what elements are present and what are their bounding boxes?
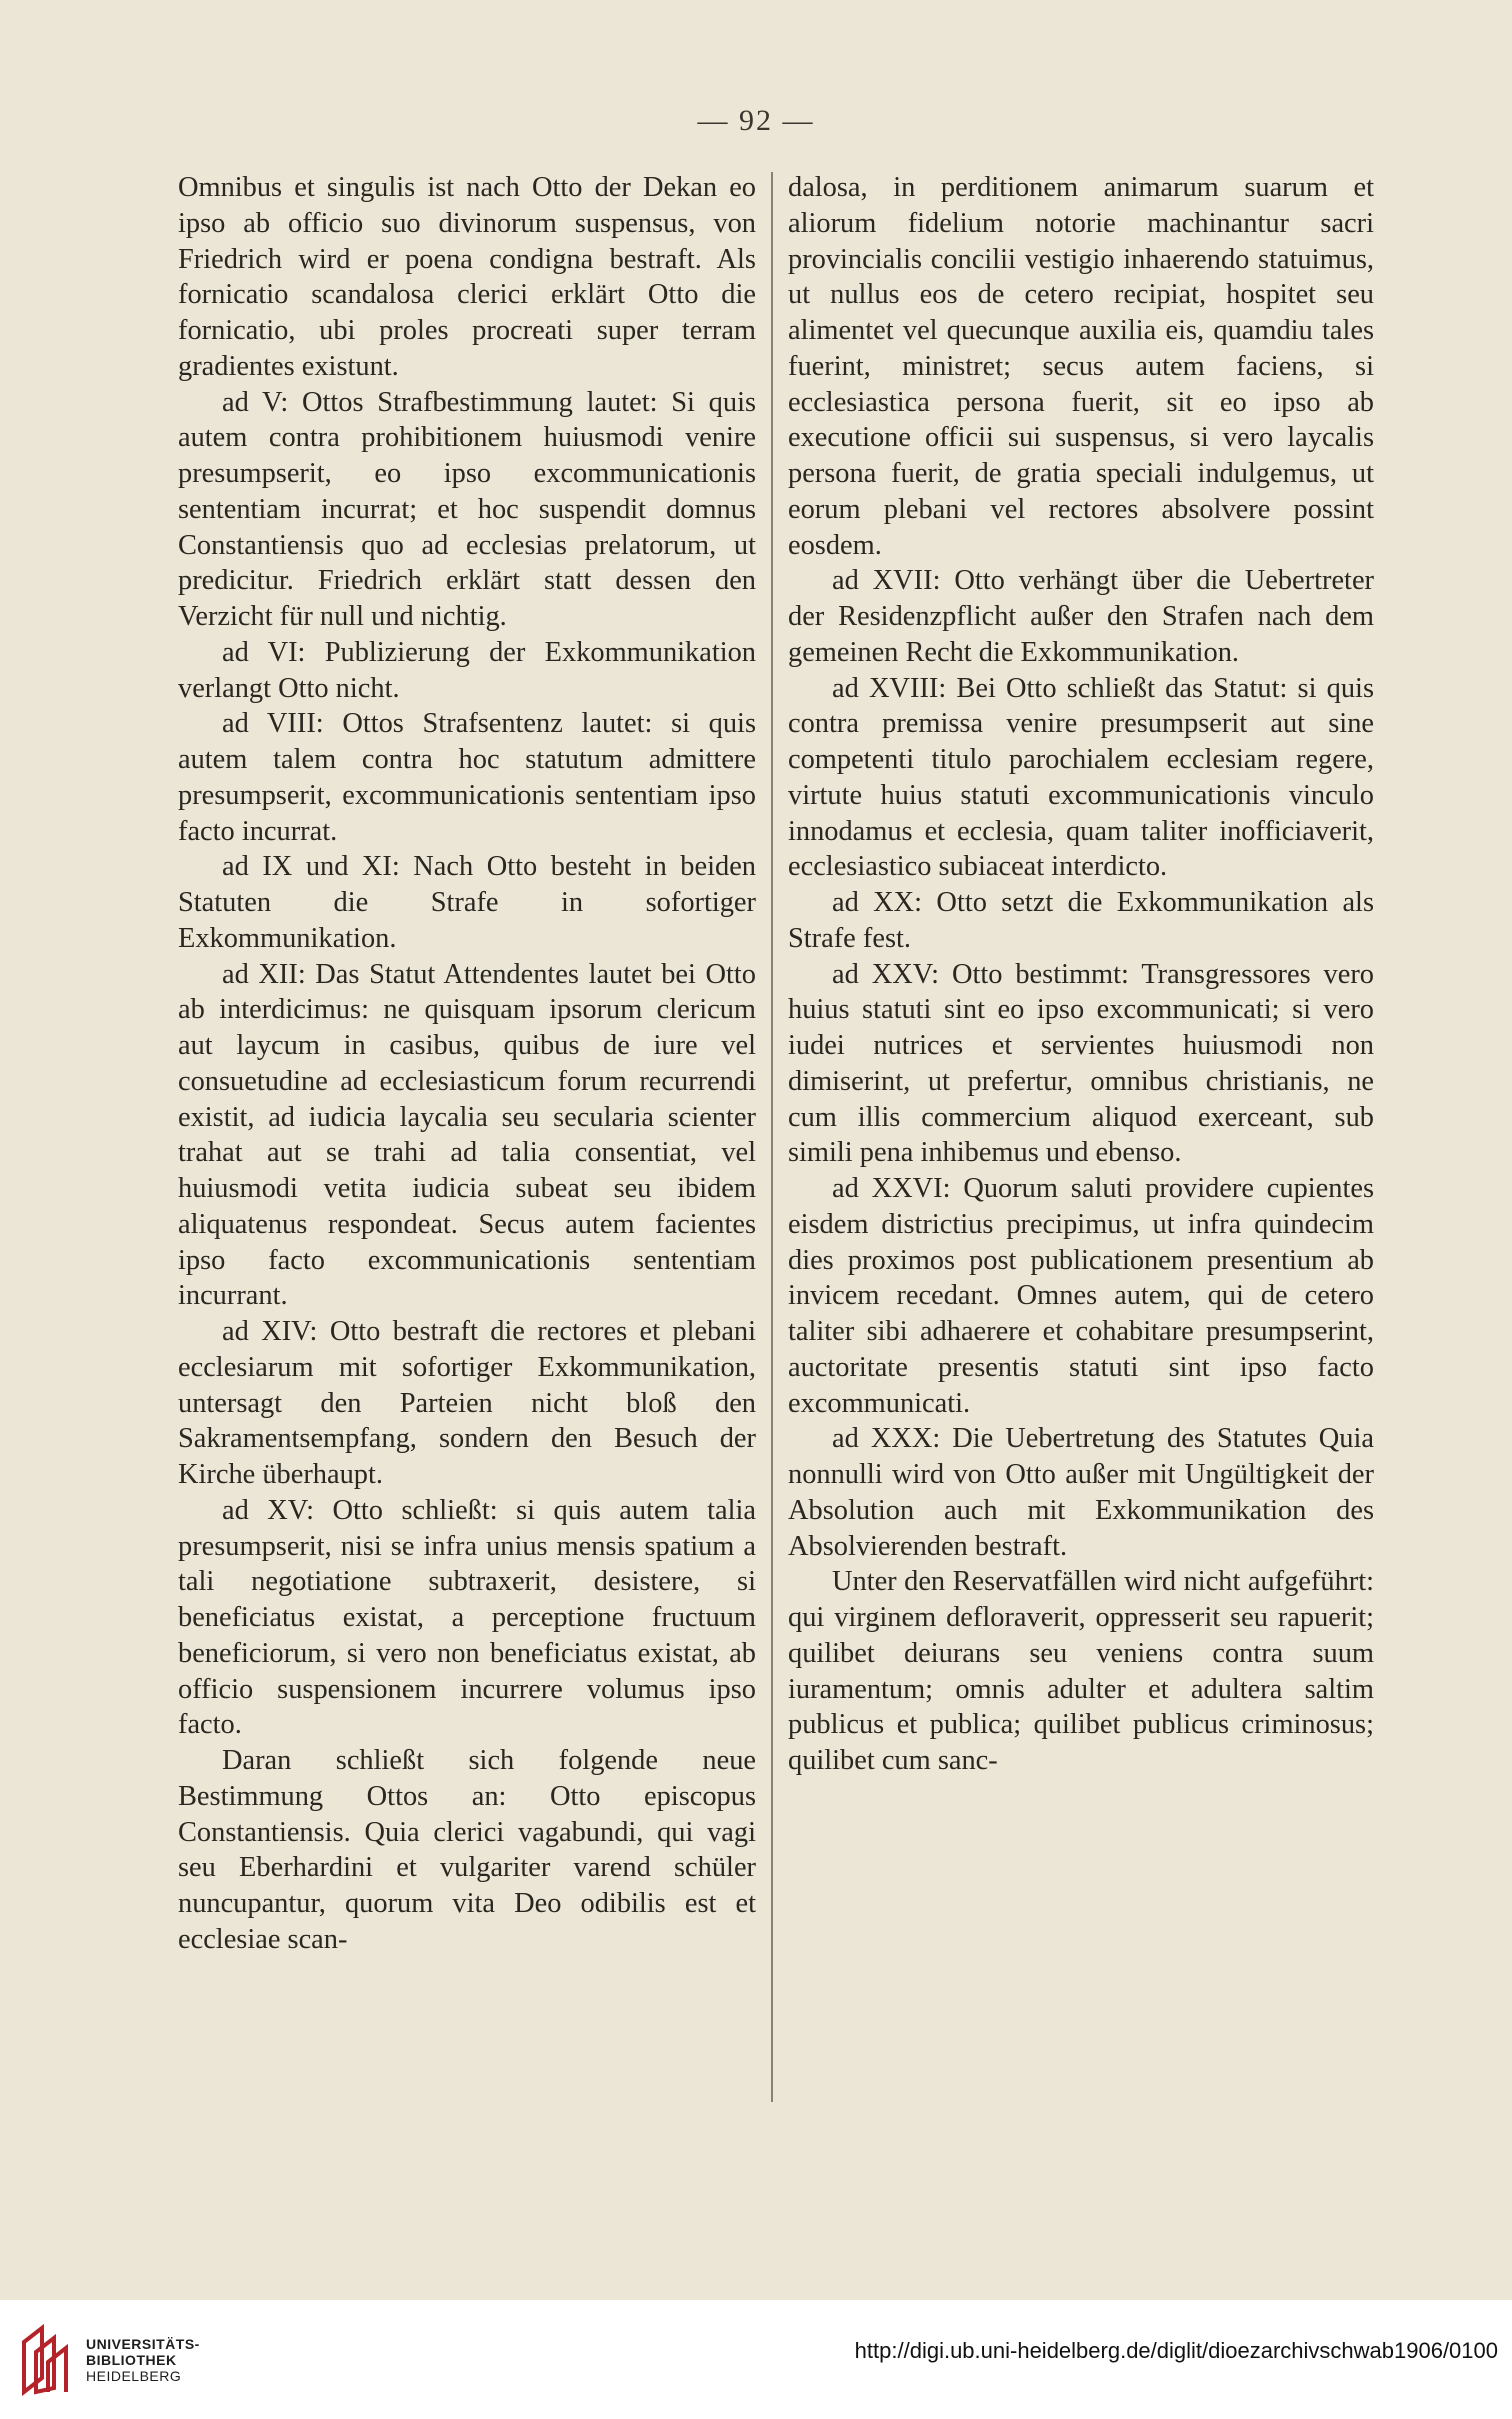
source-url-link[interactable]: http://digi.ub.uni-heidelberg.de/diglit/dioezarchivschwab1906/0100 — [854, 2338, 1498, 2363]
paragraph: Omnibus et singulis ist nach Otto der Dekan eo ipso ab officio suo divinorum suspensus, von Friedrich wird er poena condigna bestraft. Als fornicatio scandalosa clerici erklärt Otto die fornicatio, ubi proles procreati super terram gradientes existunt. — [178, 172, 756, 382]
column-divider — [771, 172, 773, 2102]
paragraph: ad XXV: Otto bestimmt: Transgressores vero huius statuti sint eo ipso excommunicati; si vero iudei nutrices et servientes huiusmodi non dimiserint, ut prefertur, omnibus christianis, ne cum illis commercium aliquod exerceant, sub simili pena inhibemus und ebenso. — [788, 958, 1374, 1169]
paragraph: ad XXVI: Quorum saluti providere cupientes eisdem districtius precipimus, ut infra quindecim dies proximos post publicationem presentium ab invicem recedant. Omnes autem, qui de cetero taliter sibi adhaerere et cohabitare presumpserint, auctoritate presentis statuti sint ipso facto excommunicati. — [788, 1173, 1374, 1419]
library-name-line: UNIVERSITÄTS- — [86, 2336, 200, 2352]
library-name-line: HEIDELBERG — [86, 2368, 182, 2384]
footer-bar — [0, 2300, 1512, 2419]
paragraph: dalosa, in perditionem animarum suarum et aliorum fidelium notorie machinantur sacri provincialis concilii vestigio inhaerendo statuimus, ut nullus eos de cetero recipiat, hospitet seu alimentet vel quecunque auxilia eis, quamdiu tales fuerint, ministret; secus autem faciens, si ecclesiastica persona fuerit, sit eo ipso ab executione officii sui suspensus, si vero laycalis persona fuerit, de gratia speciali indulgemus, ut eorum plebani vel rectores absolvere possint eosdem. — [788, 172, 1374, 561]
paragraph: ad XX: Otto setzt die Exkommunikation als Strafe fest. — [788, 887, 1374, 954]
library-name-line: BIBLIOTHEK — [86, 2352, 177, 2368]
library-logo-icon — [16, 2322, 76, 2396]
paragraph: ad XXX: Die Uebertretung des Statutes Quia nonnulli wird von Otto außer mit Ungültigkeit der Absolution auch mit Exkommunikation des Absolvierenden bestraft. — [788, 1423, 1374, 1562]
paragraph: ad VIII: Ottos Strafsentenz lautet: si quis autem talem contra hoc statutum admittere presumpserit, excommunicationis sententiam ipso facto incurrat. — [178, 708, 756, 847]
paragraph: Unter den Reservatfällen wird nicht aufgeführt: qui virginem defloraverit, oppresserit seu rapuerit; quilibet deiurans seu veniens contra suum iuramentum; omnis adulter et adultera saltim publicus et publica; quilibet publicus criminosus; quilibet cum sanc- — [788, 1566, 1374, 1776]
paragraph: ad V: Ottos Strafbestimmung lautet: Si quis autem contra prohibitionem huiusmodi venire presumpserit, eo ipso excommunicationis sententiam incurrat; et hoc suspendit domnus Constantiensis quo ad ecclesias prelatorum, ut predicitur. Friedrich erklärt statt dessen den Verzicht für null und nichtig. — [178, 386, 756, 632]
paragraph: ad XVII: Otto verhängt über die Uebertreter der Residenzpflicht außer den Strafen nach dem gemeinen Recht die Exkommunikation. — [788, 565, 1374, 668]
right-column — [788, 170, 1374, 1779]
paragraph: ad XV: Otto schließt: si quis autem talia presumpserit, nisi se infra unius mensis spatium a tali negotiatione subtraxerit, desistere, si beneficiatus existat, a perceptione fructuum beneficiorum, si vero non beneficiatus existat, ab officio suspensionem incurrere volumus ipso facto. — [178, 1494, 756, 1741]
page-number: — 92 — — [697, 104, 815, 137]
paragraph: Daran schließt sich folgende neue Bestimmung Ottos an: Otto episcopus Constantiensis. Quia clerici vagabundi, qui vagi seu Eberhardini et vulgariter varend schüler nuncupantur, quorum vita Deo odibilis est et ecclesiae scan- — [178, 1745, 756, 1955]
left-column — [178, 170, 756, 1958]
paragraph: ad IX und XI: Nach Otto besteht in beiden Statuten die Strafe in sofortiger Exkommunikation. — [178, 851, 756, 954]
paragraph: ad XVIII: Bei Otto schließt das Statut: si quis contra premissa venire presumpserit aut sine competenti titulo parochialem ecclesiam regere, virtute huius statuti excommunicationis vinculo innodamus et ecclesia, quam taliter inofficiaverit, ecclesiastico subiaceat interdicto. — [788, 672, 1374, 883]
paragraph: ad VI: Publizierung der Exkommunikation verlangt Otto nicht. — [178, 636, 756, 704]
library-name — [86, 2336, 200, 2384]
paragraph: ad XII: Das Statut Attendentes lautet bei Otto ab interdicimus: ne quisquam ipsorum clericum aut laycum in casibus, quibus de iure vel consuetudine ad ecclesiasticum forum recurrendi existit, ad iudicia laycalia seu secularia scienter trahat aut se trahi ad talia consentiat, vel huiusmodi vetita iudicia subeat seu ibidem aliquatenus respondeat. Secus autem facientes ipso facto excommunicationis sententiam incurrant. — [178, 958, 756, 1312]
paragraph: ad XIV: Otto bestraft die rectores et plebani ecclesiarum mit sofortiger Exkommunikation, untersagt den Parteien nicht bloß den Sakramentsempfang, sondern den Besuch der Kirche überhaupt. — [178, 1316, 756, 1490]
